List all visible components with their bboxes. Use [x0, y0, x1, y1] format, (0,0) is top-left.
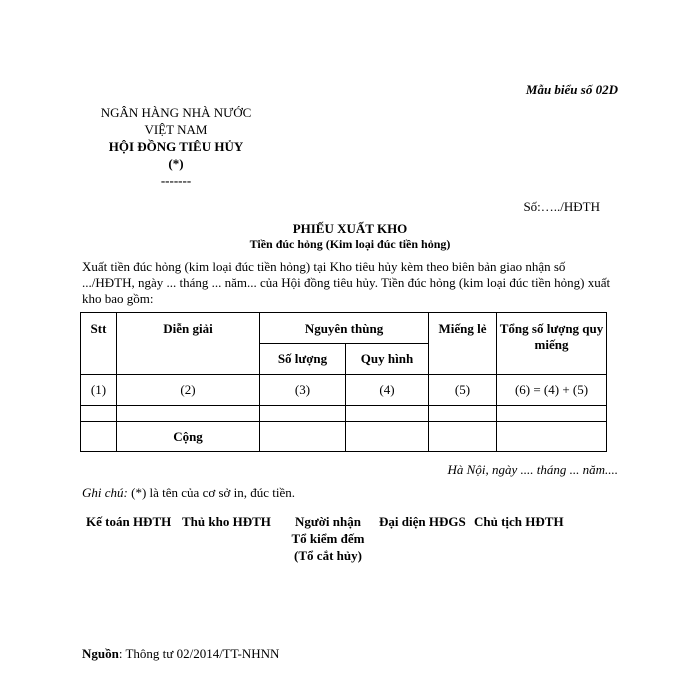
intro-paragraph: Xuất tiền đúc hỏng (kim loại đúc tiền hỏng) tại Kho tiêu hủy kèm theo biên bản giao nhận số .../HĐTH, ngày ... tháng ... năm... của Hội đồng tiêu hủy. Tiền đúc hỏng (kim loại đúc tiền hỏng) xuất kho bao gồm:	[82, 259, 611, 306]
table-index-row	[81, 375, 607, 406]
header-description: Diễn giải	[117, 313, 260, 375]
total-label: Cộng	[117, 422, 260, 452]
council-mark: (*)	[168, 156, 184, 171]
table-total-row	[81, 422, 607, 452]
note-label: Ghi chú:	[82, 485, 128, 500]
header-total: Tổng số lượng quy miếng	[497, 313, 607, 375]
signature-warehouse-keeper: Thủ kho HĐTH	[182, 514, 271, 529]
table-header-row	[81, 313, 607, 344]
table-cell	[429, 422, 497, 452]
receiver-title: Người nhận	[295, 514, 361, 529]
issuing-organization	[86, 104, 266, 189]
header-loose-pieces: Miếng lẻ	[429, 313, 497, 375]
receiver-team: Tổ kiểm đếm	[291, 531, 365, 546]
date-line: Hà Nội, ngày .... tháng ... năm....	[447, 462, 618, 477]
table-cell	[497, 422, 607, 452]
signature-chairman: Chủ tịch HĐTH	[474, 514, 564, 529]
table-cell	[429, 406, 497, 422]
header-specification: Quy hình	[346, 344, 429, 375]
note	[82, 485, 295, 501]
index-cell: (1)	[81, 375, 117, 406]
header-quantity: Số lượng	[260, 344, 346, 375]
source-label: Nguồn	[82, 646, 119, 661]
header-divider: -------	[160, 173, 192, 188]
note-text: (*) là tên của cơ sở in, đúc tiền.	[127, 485, 296, 500]
form-code: Mẫu biểu số 02D	[525, 82, 618, 97]
table-cell	[81, 406, 117, 422]
signature-supervisor: Đại diện HĐGS	[379, 514, 466, 529]
document-title: PHIẾU XUẤT KHO	[292, 221, 408, 236]
signature-receiver	[280, 513, 376, 564]
table-cell	[260, 406, 346, 422]
table-cell	[81, 422, 117, 452]
document-number: Số:…../HĐTH	[523, 199, 600, 214]
table-empty-row	[81, 406, 607, 422]
source-line	[82, 646, 279, 662]
source-text: : Thông tư 02/2014/TT-NHNN	[118, 646, 280, 661]
document-subtitle: Tiền đúc hỏng (Kim loại đúc tiền hỏng)	[249, 237, 451, 251]
table-cell	[346, 422, 429, 452]
index-cell: (4)	[346, 375, 429, 406]
table-cell	[497, 406, 607, 422]
receiver-team-alt: (Tổ cắt hủy)	[294, 548, 362, 563]
table-cell	[260, 422, 346, 452]
index-cell: (3)	[260, 375, 346, 406]
org-name-line2: VIỆT NAM	[144, 122, 208, 137]
index-cell: (5)	[429, 375, 497, 406]
header-whole-barrels: Nguyên thùng	[260, 313, 429, 344]
index-cell: (6) = (4) + (5)	[497, 375, 607, 406]
export-table	[80, 312, 607, 452]
table-cell	[117, 406, 260, 422]
header-stt: Stt	[81, 313, 117, 375]
table-cell	[346, 406, 429, 422]
org-name-line1: NGÂN HÀNG NHÀ NƯỚC	[100, 105, 252, 120]
council-name: HỘI ĐỒNG TIÊU HỦY	[108, 139, 244, 154]
index-cell: (2)	[117, 375, 260, 406]
signature-accountant: Kế toán HĐTH	[86, 514, 172, 529]
